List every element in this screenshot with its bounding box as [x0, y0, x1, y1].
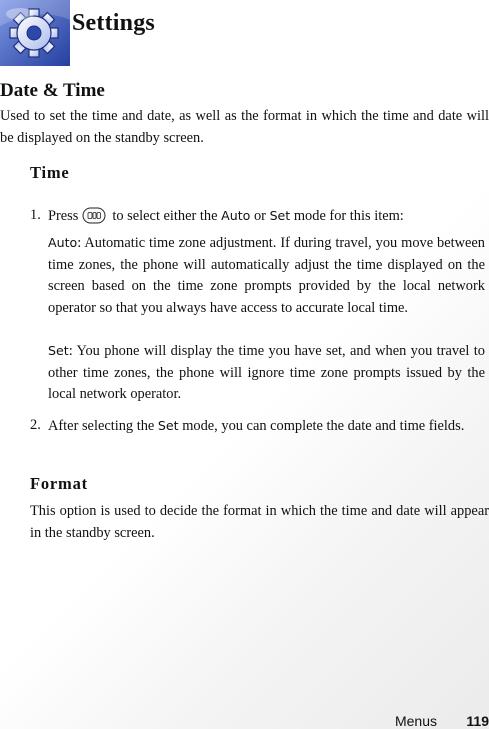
time-heading: Time — [30, 163, 70, 182]
set-description — [48, 340, 485, 406]
step-2-post: mode, you can complete the date and time fields. — [182, 418, 465, 434]
step-1-number: 1. — [30, 207, 41, 223]
auto-description — [48, 232, 485, 319]
page-number: 119 — [466, 713, 489, 729]
step-1-or: or — [253, 208, 266, 224]
menu-key-icon — [82, 207, 106, 224]
step-1-mid: to select either the — [112, 208, 218, 224]
step-2-pre: After selecting the — [48, 418, 155, 434]
footer-section-name: Menus — [394, 713, 437, 729]
step-1-post: mode for this item: — [293, 208, 404, 224]
auto-term: Auto — [48, 235, 78, 250]
settings-gear-icon — [0, 0, 70, 66]
set-term-inline: Set — [269, 208, 291, 223]
step-2-number: 2. — [30, 417, 41, 433]
page-header — [0, 0, 489, 66]
auto-term-inline: Auto — [221, 208, 251, 223]
set-term-step2: Set — [157, 418, 179, 433]
auto-text: : Automatic time zone adjustment. If during travel, you move between time zones, the phone will automatically adjust the time displayed on the screen based on the time zone prompts provided by the local network operator so that you always have access to accurate local time. — [48, 235, 485, 316]
step-2-text — [48, 415, 489, 438]
format-heading: Format — [30, 474, 88, 493]
step-1-text — [48, 205, 489, 228]
page-title: Settings — [72, 10, 155, 36]
section-intro: Used to set the time and date, as well as the format in which the time and date will be displayed on the standby screen. — [0, 108, 489, 146]
set-text: : You phone will display the time you have set, and when you travel to other time zones, the phone will ignore time zone prompts issued by the local network operator. — [48, 343, 485, 402]
set-term: Set — [48, 343, 69, 358]
step-1-pre: Press — [48, 208, 79, 224]
format-text: This option is used to decide the format in which the time and date will appear in the standby screen. — [30, 503, 489, 541]
section-title: Date & Time — [0, 80, 105, 101]
